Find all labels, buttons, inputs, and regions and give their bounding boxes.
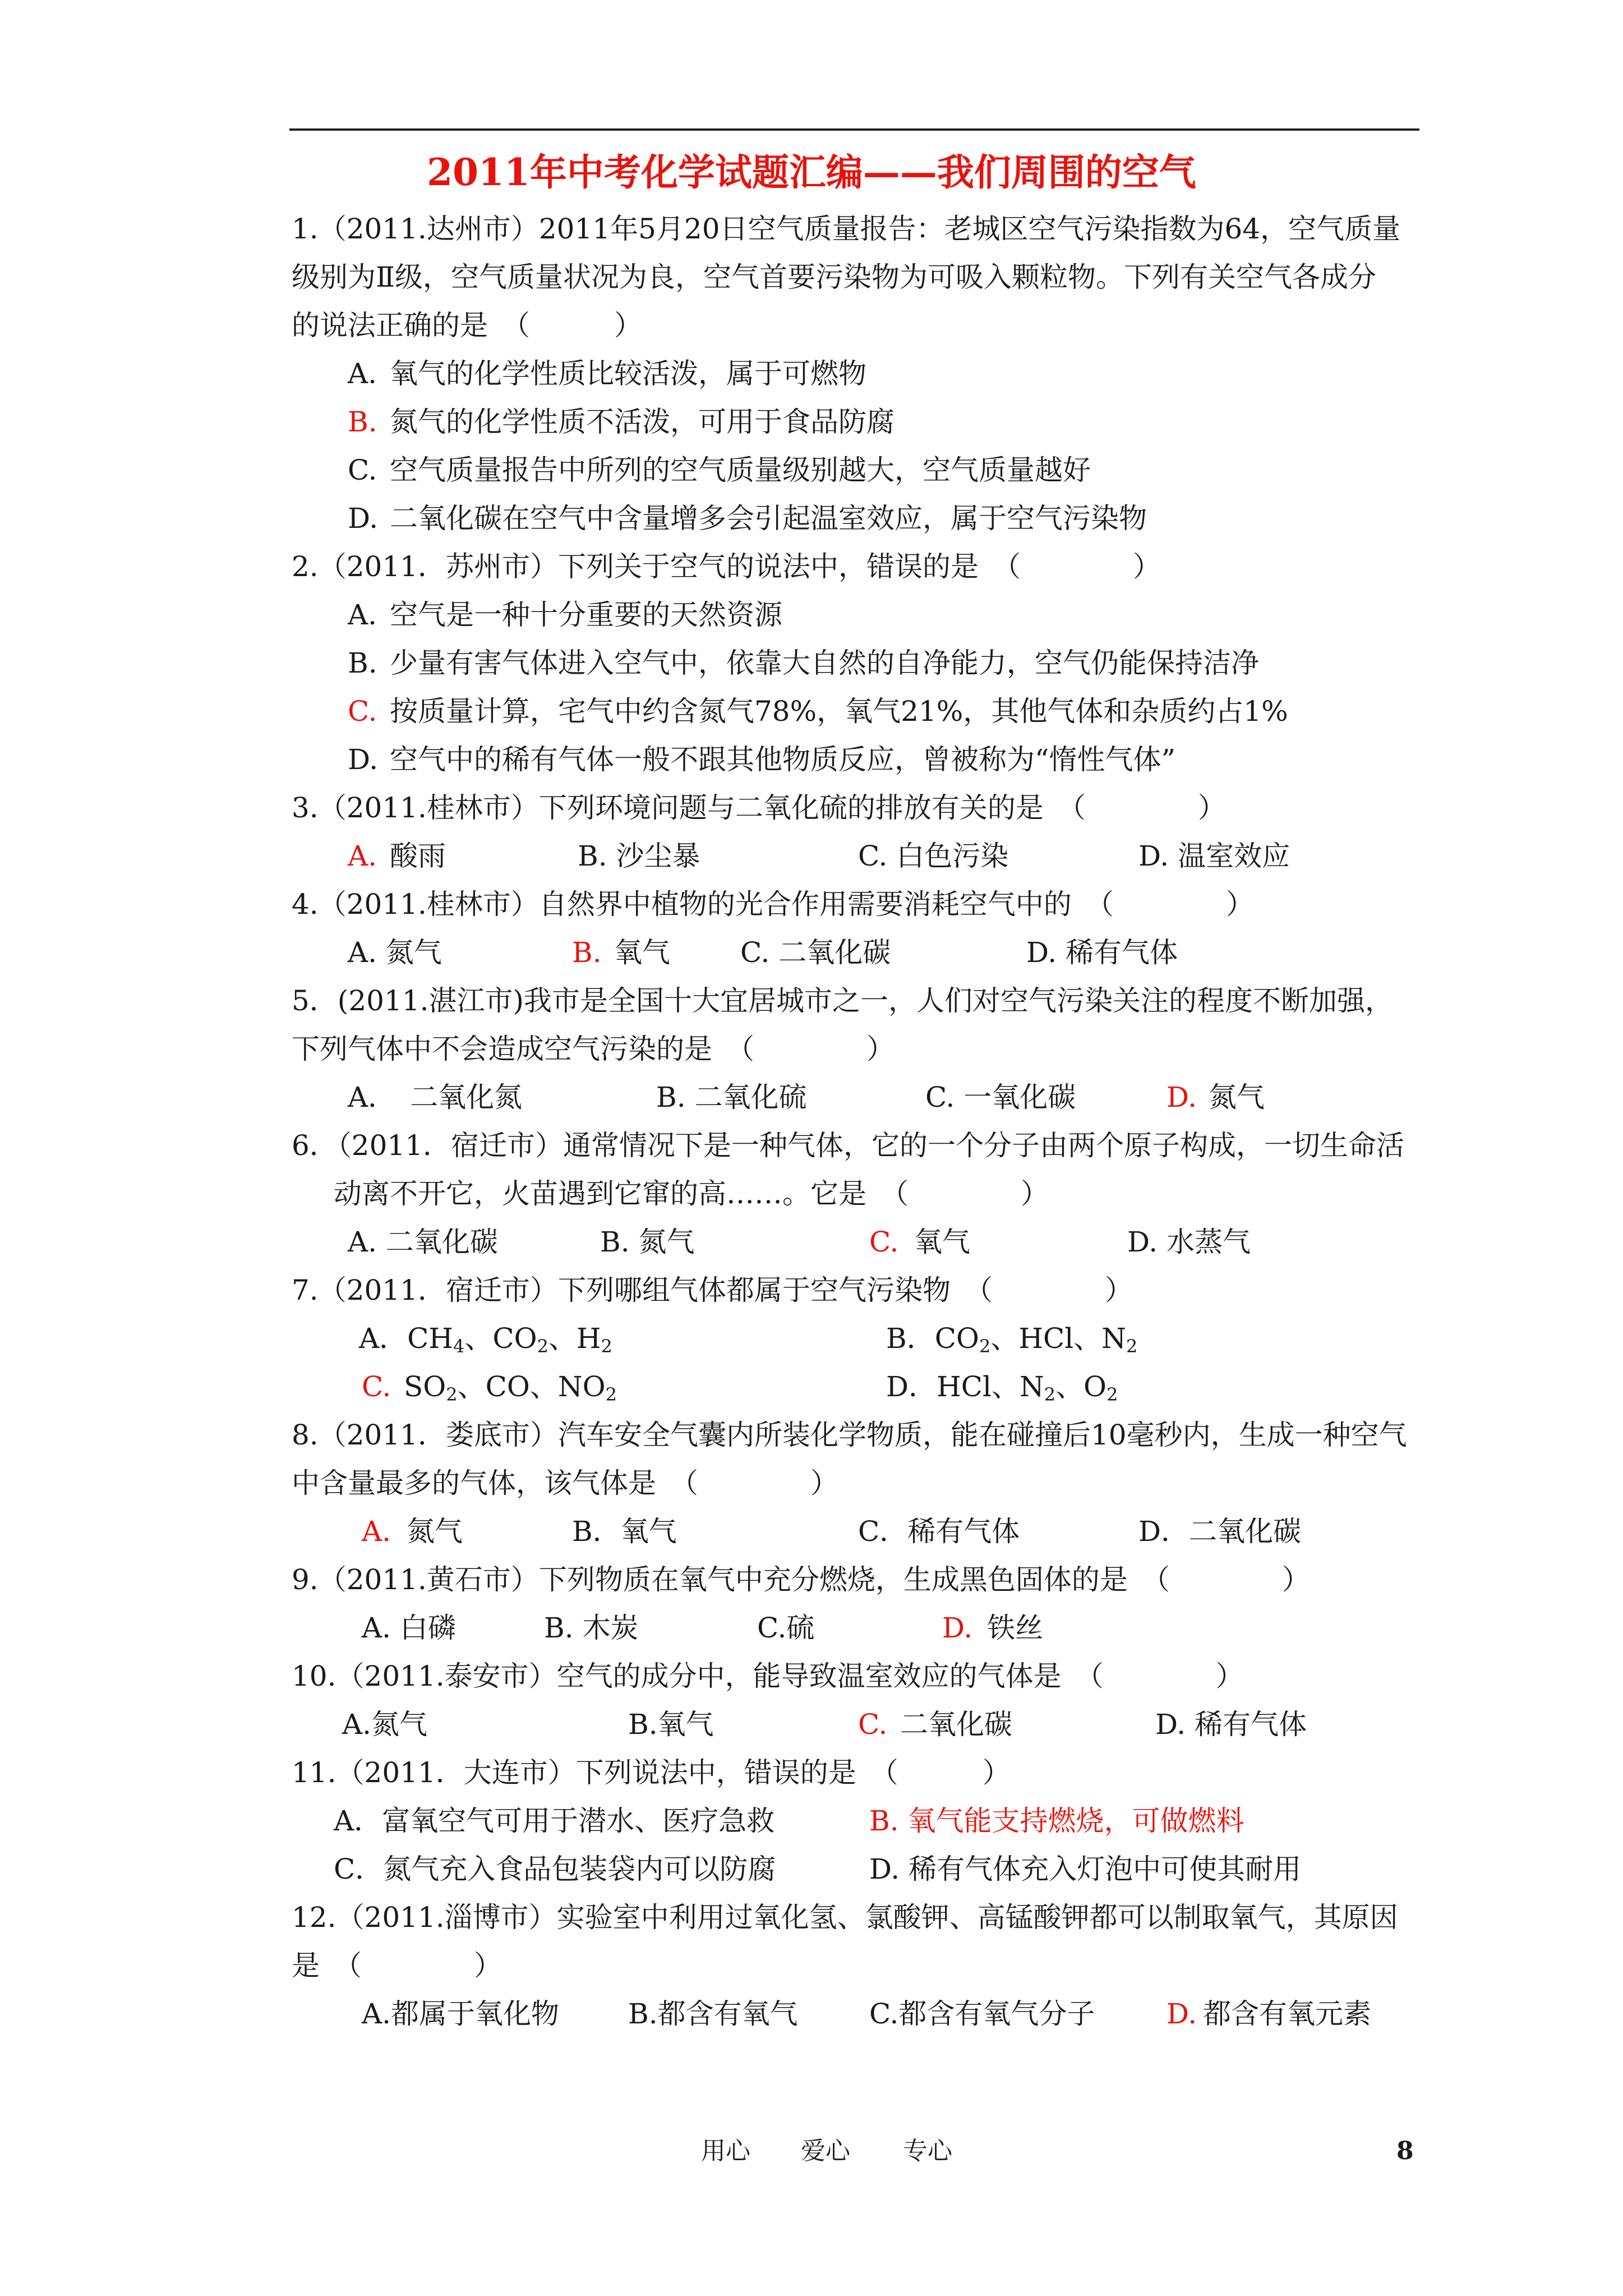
answer-mark: B. 氧气能支持燃烧，可做燃料 (869, 1805, 1244, 1837)
header-rule (289, 128, 1419, 131)
answer-mark: D. (1166, 1998, 1197, 2030)
answer-mark: B. (572, 936, 602, 969)
answer-mark: C. (858, 1708, 888, 1741)
answer-mark: B. (348, 406, 377, 438)
footer-motto: 爱心 (801, 2137, 850, 2165)
answer-mark: A. (362, 1515, 391, 1548)
answer-mark: C. (362, 1370, 391, 1403)
answer-mark: D. (1166, 1081, 1197, 1114)
answer-mark: C. (348, 695, 377, 728)
footer-motto: 用心 (701, 2137, 750, 2165)
page-title: 2011年中考化学试题汇编——我们周围的空气 (427, 150, 1196, 194)
answer-mark: C. (869, 1226, 899, 1258)
footer-motto: 专心 (903, 2137, 952, 2165)
page-number: 8 (1396, 2137, 1414, 2165)
answer-mark: D. (942, 1612, 973, 1644)
answer-mark: A. (348, 840, 377, 872)
